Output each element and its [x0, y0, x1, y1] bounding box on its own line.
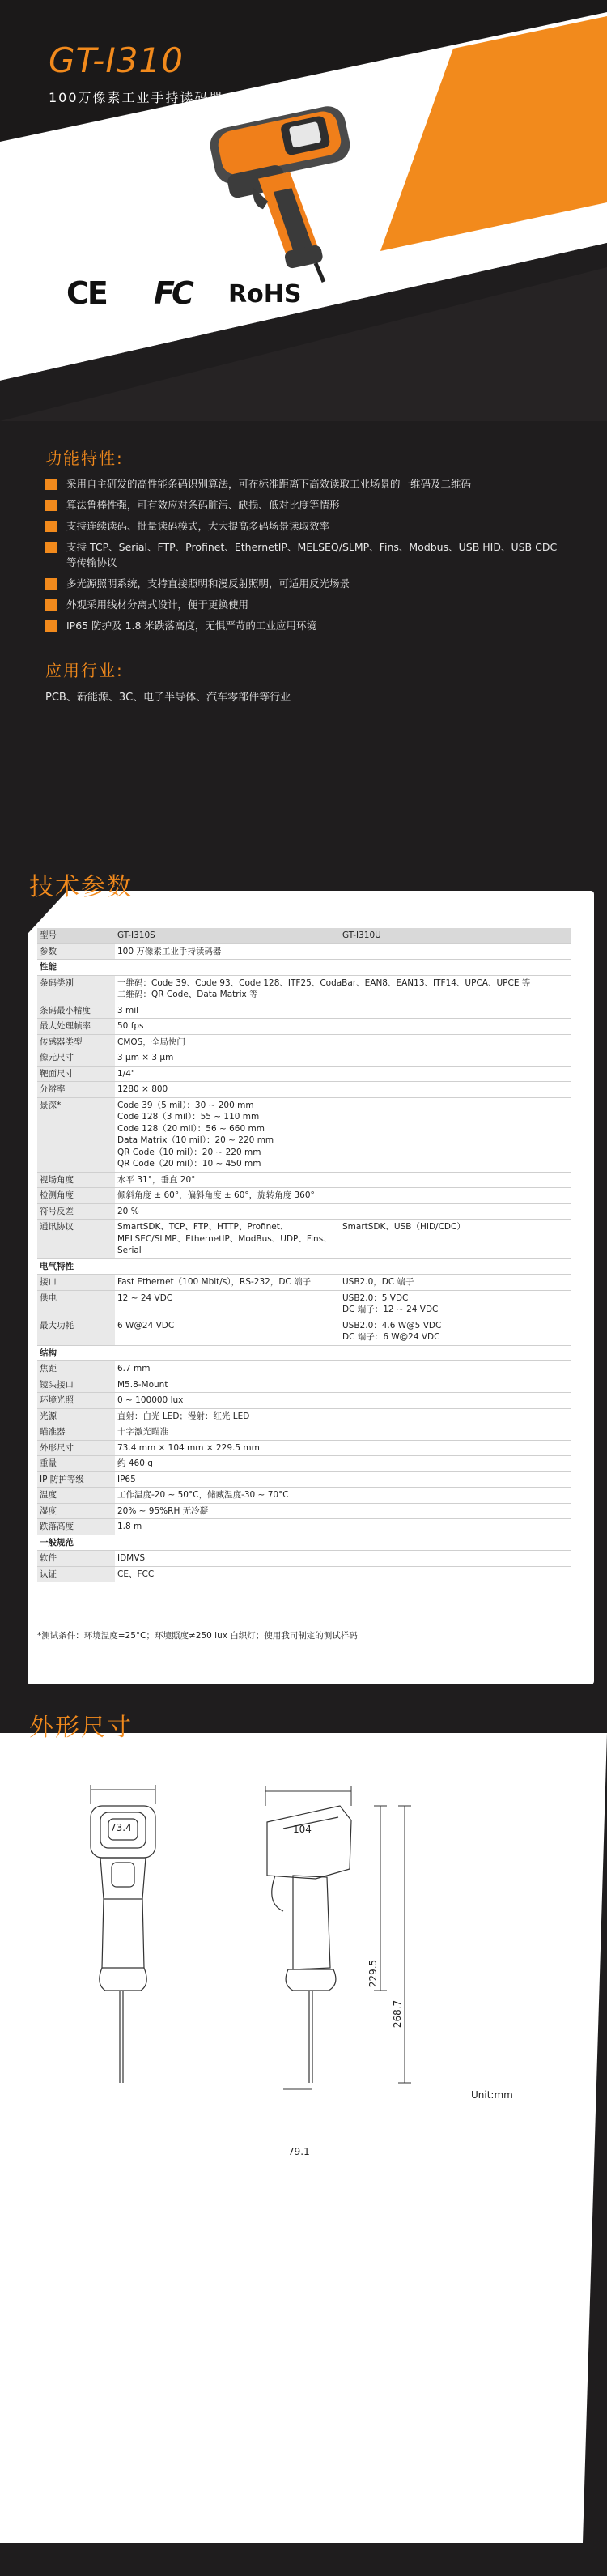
mid-height-label: 229.5	[367, 1959, 380, 1988]
spec-key: 条码最小精度	[37, 1003, 115, 1019]
bullet-square-icon	[45, 578, 57, 590]
spec-key: 景深*	[37, 1097, 115, 1172]
spec-row	[37, 1318, 571, 1345]
spec-row	[37, 1566, 571, 1582]
bullet-square-icon	[45, 542, 57, 553]
spec-row	[37, 1551, 571, 1567]
spec-value: 0 ~ 100000 lux	[115, 1393, 571, 1409]
spec-value: 73.4 mm × 104 mm × 229.5 mm	[115, 1440, 571, 1456]
spec-row	[37, 1393, 571, 1409]
spec-model-u: GT-I310U	[340, 928, 571, 943]
spec-key: 参数	[37, 943, 115, 960]
spec-group-row	[37, 1535, 571, 1551]
spec-row	[37, 1220, 571, 1259]
spec-value: 1280 × 800	[115, 1082, 571, 1098]
feature-item: 支持 TCP、Serial、FTP、Profinet、EthernetIP、MELSEQ/SLMP、Fins、Modbus、USB HID、USB CDC 等传输协议	[45, 539, 563, 570]
fc-mark: FC	[154, 275, 191, 311]
spec-row	[37, 1503, 571, 1519]
spec-key: 焦距	[37, 1361, 115, 1377]
spec-key: 认证	[37, 1566, 115, 1582]
spec-value: 6 W@24 VDC	[115, 1318, 340, 1345]
spec-key: 光源	[37, 1408, 115, 1424]
bullet-square-icon	[45, 599, 57, 611]
spec-row	[37, 1440, 571, 1456]
spec-row	[37, 1097, 571, 1172]
dimensions-heading: 外形尺寸	[29, 1714, 133, 1742]
spec-group-title: 结构	[37, 1345, 571, 1361]
specs-note: *测试条件：环境温度=25°C；环境照度≠250 lux 白织灯；使用我司制定的测试样码	[37, 1631, 358, 1641]
spec-group-row	[37, 1345, 571, 1361]
hero-section	[0, 0, 607, 421]
specs-table	[37, 928, 571, 1582]
spec-key: 环境光照	[37, 1393, 115, 1409]
spec-key: 检测角度	[37, 1188, 115, 1204]
spec-value: USB2.0：5 VDC DC 端子：12 ~ 24 VDC	[340, 1290, 571, 1318]
spec-key: 符号反差	[37, 1203, 115, 1220]
front-width-label: 73.4	[110, 1822, 132, 1833]
spec-key: 接口	[37, 1275, 115, 1291]
spec-header-row	[37, 928, 571, 943]
spec-key: 外形尺寸	[37, 1440, 115, 1456]
feature-item: 支持连续读码、批量读码模式，大大提高多码场景读取效率	[45, 518, 563, 534]
spec-group-title: 电气特性	[37, 1258, 571, 1275]
spec-value: SmartSDK、TCP、FTP、HTTP、Profinet、MELSEC/SLMP、EthernetIP、ModBus、UDP、Fins、Serial	[115, 1220, 340, 1259]
spec-row	[37, 1471, 571, 1488]
spec-value: 50 fps	[115, 1019, 571, 1035]
spec-row	[37, 943, 571, 960]
spec-key: 传感器类型	[37, 1034, 115, 1050]
spec-value: 十字激光瞄准	[115, 1424, 571, 1441]
product-subtitle: 100万像素工业手持读码器	[49, 90, 224, 105]
spec-value: 直射：白光 LED；漫射：红光 LED	[115, 1408, 571, 1424]
spec-row	[37, 1019, 571, 1035]
spec-key: IP 防护等级	[37, 1471, 115, 1488]
spec-value: 工作温度-20 ~ 50°C，储藏温度-30 ~ 70°C	[115, 1488, 571, 1504]
rohs-mark: RoHS	[228, 280, 302, 309]
spec-key: 最大功耗	[37, 1318, 115, 1345]
spec-row	[37, 1361, 571, 1377]
spec-key: 温度	[37, 1488, 115, 1504]
dimension-drawing	[0, 1733, 583, 2543]
spec-key: 跌落高度	[37, 1519, 115, 1535]
spec-row	[37, 1172, 571, 1188]
spec-value: 1/4"	[115, 1066, 571, 1082]
front-view-drawing	[91, 1806, 155, 2083]
spec-value: 3 μm × 3 μm	[115, 1050, 571, 1067]
spec-value: 1.8 m	[115, 1519, 571, 1535]
features-heading: 功能特性:	[45, 449, 124, 468]
specs-heading: 技术参数	[29, 873, 133, 901]
spec-value: 倾斜角度 ± 60°，偏斜角度 ± 60°，旋转角度 360°	[115, 1188, 571, 1204]
spec-row	[37, 1203, 571, 1220]
unit-label: Unit:mm	[471, 2089, 513, 2101]
spec-value: M5.8-Mount	[115, 1377, 571, 1393]
spec-row	[37, 1408, 571, 1424]
total-height-label: 268.7	[392, 1999, 404, 2029]
side-view-drawing	[267, 1806, 351, 2083]
spec-value: 一维码：Code 39、Code 93、Code 128、ITF25、CodaBar、EAN8、EAN13、ITF14、UPCA、UPCE 等 二维码：QR Code、Data Matrix 等	[115, 975, 571, 1003]
feature-item: 多光源照明系统，支持直接照明和漫反射照明，可适用反光场景	[45, 576, 563, 591]
dimensions-panel	[0, 1733, 583, 2543]
spec-row	[37, 1082, 571, 1098]
dimensions-section	[0, 1701, 607, 2576]
spec-value: Fast Ethernet（100 Mbit/s），RS-232，DC 端子	[115, 1275, 340, 1291]
spec-value: USB2.0：4.6 W@5 VDC DC 端子：6 W@24 VDC	[340, 1318, 571, 1345]
spec-key: 湿度	[37, 1503, 115, 1519]
spec-value: 20 %	[115, 1203, 571, 1220]
scanner-image	[194, 73, 405, 283]
spec-value: CMOS，全局快门	[115, 1034, 571, 1050]
feature-item: 外观采用线材分离式设计，便于更换使用	[45, 597, 563, 612]
spec-group-row	[37, 960, 571, 976]
industry-heading: 应用行业:	[45, 661, 124, 680]
bullet-square-icon	[45, 521, 57, 532]
spec-row	[37, 1034, 571, 1050]
features-section	[0, 421, 607, 858]
spec-value: 20% ~ 95%RH 无冷凝	[115, 1503, 571, 1519]
spec-key: 供电	[37, 1290, 115, 1318]
bullet-square-icon	[45, 620, 57, 632]
ce-mark: CE	[66, 275, 107, 311]
spec-group-title: 一般规范	[37, 1535, 571, 1551]
spec-row	[37, 1050, 571, 1067]
spec-row	[37, 975, 571, 1003]
spec-row	[37, 1456, 571, 1472]
spec-row	[37, 1519, 571, 1535]
spec-value: IP65	[115, 1471, 571, 1488]
spec-key: 瞄准器	[37, 1424, 115, 1441]
spec-value: Code 39（5 mil）：30 ~ 200 mm Code 128（3 mil）：55 ~ 110 mm Code 128（20 mil）：56 ~ 660 mm Data Matrix（10 mil）：20 ~ 220 mm QR Code（10 mil）：20 ~ 220 mm QR Code（20 mil）：10 ~ 450 mm	[115, 1097, 571, 1172]
spec-key: 条码类别	[37, 975, 115, 1003]
bullet-square-icon	[45, 479, 57, 490]
feature-item: 算法鲁棒性强，可有效应对条码脏污、缺损、低对比度等情形	[45, 497, 563, 513]
spec-row	[37, 1290, 571, 1318]
spec-key: 分辨率	[37, 1082, 115, 1098]
base-width-label: 79.1	[288, 2146, 310, 2157]
spec-group-row	[37, 1258, 571, 1275]
spec-row	[37, 1275, 571, 1291]
bullet-square-icon	[45, 500, 57, 511]
specs-section	[0, 858, 607, 1701]
spec-value: IDMVS	[115, 1551, 571, 1567]
spec-key: 重量	[37, 1456, 115, 1472]
product-title: GT-I310	[49, 40, 184, 80]
spec-row	[37, 1488, 571, 1504]
spec-value: 100 万像素工业手持读码器	[115, 943, 571, 960]
spec-value: 水平 31°，垂直 20°	[115, 1172, 571, 1188]
feature-item: 采用自主研发的高性能条码识别算法，可在标准距离下高效读取工业场景的一维码及二维码	[45, 476, 563, 492]
spec-value: 12 ~ 24 VDC	[115, 1290, 340, 1318]
spec-value: 6.7 mm	[115, 1361, 571, 1377]
spec-row	[37, 1188, 571, 1204]
industry-text: PCB、新能源、3C、电子半导体、汽车零部件等行业	[45, 692, 291, 704]
spec-row	[37, 1377, 571, 1393]
spec-value: 3 mil	[115, 1003, 571, 1019]
spec-value: CE、FCC	[115, 1566, 571, 1582]
spec-row	[37, 1066, 571, 1082]
spec-value: SmartSDK、USB（HID/CDC）	[340, 1220, 571, 1259]
spec-key: 镜头接口	[37, 1377, 115, 1393]
spec-row	[37, 1003, 571, 1019]
spec-key: 最大处理帧率	[37, 1019, 115, 1035]
side-width-label: 104	[293, 1824, 312, 1835]
spec-key: 软件	[37, 1551, 115, 1567]
spec-key: 像元尺寸	[37, 1050, 115, 1067]
spec-row	[37, 1424, 571, 1441]
spec-value: 约 460 g	[115, 1456, 571, 1472]
features-list	[45, 476, 563, 639]
spec-key: 型号	[37, 928, 115, 943]
spec-model-s: GT-I310S	[115, 928, 340, 943]
feature-item: IP65 防护及 1.8 米跌落高度，无惧严苛的工业应用环境	[45, 618, 563, 633]
spec-key: 通讯协议	[37, 1220, 115, 1259]
spec-group-title: 性能	[37, 960, 571, 976]
spec-value: USB2.0，DC 端子	[340, 1275, 571, 1291]
spec-key: 靶面尺寸	[37, 1066, 115, 1082]
spec-key: 视场角度	[37, 1172, 115, 1188]
